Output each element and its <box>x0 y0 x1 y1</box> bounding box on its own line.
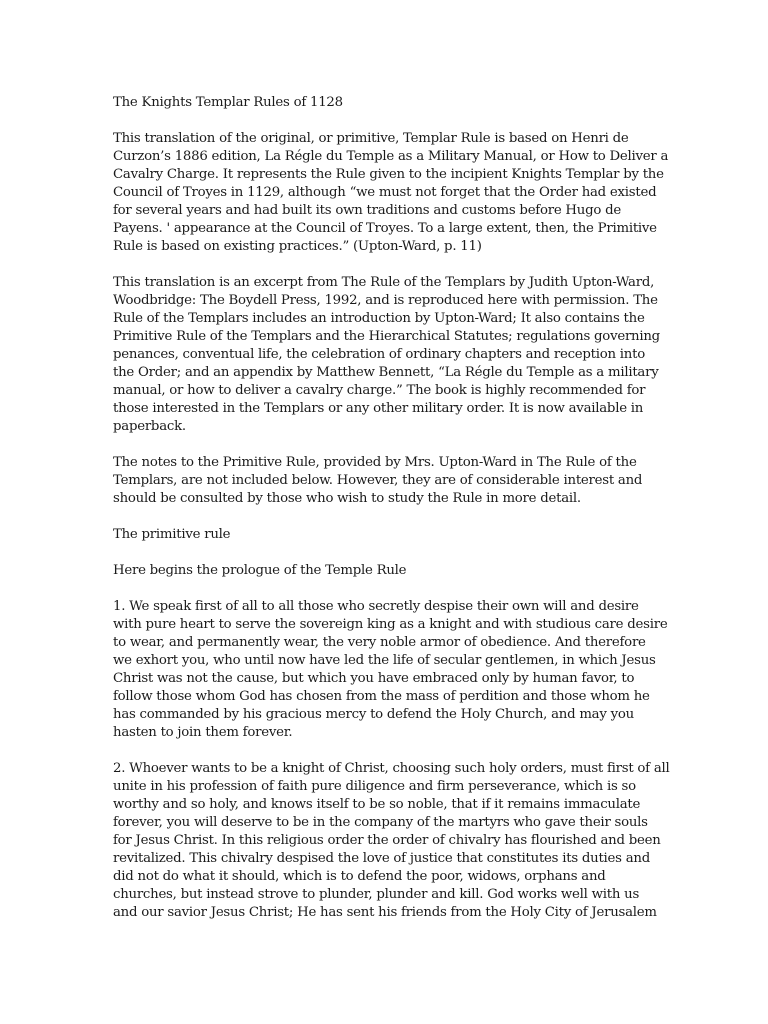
text-line: Christ was not the cause, but which you have embraced only by human favor, to <box>113 671 635 686</box>
section-heading <box>113 526 658 544</box>
text-line: Cavalry Charge. It represents the Rule given to the incipient Knights Templar by the <box>113 167 664 182</box>
document-title <box>113 94 658 112</box>
text-line: Primitive Rule of the Templars and the Hierarchical Statutes; regulations governing <box>113 329 660 344</box>
text-line: for Jesus Christ. In this religious order the order of chivalry has flourished and been <box>113 833 661 848</box>
text-line: we exhort you, who until now have led the life of secular gentlemen, in which Jesus <box>113 653 656 668</box>
text-line: Templars, are not included below. However, they are of considerable interest and <box>113 473 643 488</box>
document-page <box>113 94 670 940</box>
text-line: This translation of the original, or primitive, Templar Rule is based on Henri de <box>113 131 629 146</box>
text-line: with pure heart to serve the sovereign king as a knight and with studious care desire <box>113 617 668 632</box>
text-line: hasten to join them forever. <box>113 725 293 740</box>
title-line: The Knights Templar Rules of 1128 <box>113 95 343 110</box>
text-line: Rule of the Templars includes an introduction by Upton-Ward; It also contains the <box>113 311 645 326</box>
text-line: to wear, and permanently wear, the very noble armor of obedience. And therefore <box>113 635 646 650</box>
text-line: revitalized. This chivalry despised the love of justice that constitutes its duties and <box>113 851 650 866</box>
text-line: manual, or how to deliver a cavalry charge.” The book is highly recommended for <box>113 383 646 398</box>
paragraph-source <box>113 274 658 436</box>
text-line: Rule is based on existing practices.” (Upton-Ward, p. 11) <box>113 239 482 254</box>
text-line: follow those whom God has chosen from the mass of perdition and those whom he <box>113 689 650 704</box>
text-line: forever, you will deserve to be in the company of the martyrs who gave their souls <box>113 815 648 830</box>
text-line: This translation is an excerpt from The Rule of the Templars by Judith Upton-Ward, <box>113 275 655 290</box>
text-line: worthy and so holy, and knows itself to be so noble, that if it remains immaculate <box>113 797 641 812</box>
text-line: should be consulted by those who wish to study the Rule in more detail. <box>113 491 581 506</box>
text-line: those interested in the Templars or any other military order. It is now available in <box>113 401 644 416</box>
text-line: for several years and had built its own traditions and customs before Hugo de <box>113 203 621 218</box>
text-line: Here begins the prologue of the Temple Rule <box>113 563 407 578</box>
text-line: Council of Troyes in 1129, although “we must not forget that the Order had existed <box>113 185 657 200</box>
text-line: The primitive rule <box>113 527 231 542</box>
text-line: the Order; and an appendix by Matthew Bennett, “La Régle du Temple as a military <box>113 365 659 380</box>
text-line: did not do what it should, which is to defend the poor, widows, orphans and <box>113 869 606 884</box>
prologue-heading <box>113 562 658 580</box>
rule-item-1 <box>113 598 668 742</box>
text-line: churches, but instead strove to plunder, plunder and kill. God works well with us <box>113 887 640 902</box>
text-line: Woodbridge: The Boydell Press, 1992, and is reproduced here with permission. The <box>113 293 658 308</box>
text-line: unite in his profession of faith pure diligence and firm perseverance, which is so <box>113 779 636 794</box>
text-line: penances, conventual life, the celebration of ordinary chapters and reception into <box>113 347 645 362</box>
text-line: 1. We speak first of all to all those who secretly despise their own will and desire <box>113 599 639 614</box>
text-line: has commanded by his gracious mercy to defend the Holy Church, and may you <box>113 707 634 722</box>
text-line: 2. Whoever wants to be a knight of Christ, choosing such holy orders, must first of all <box>113 761 670 776</box>
text-line: Payens. ' appearance at the Council of Troyes. To a large extent, then, the Primitive <box>113 221 657 236</box>
text-line: The notes to the Primitive Rule, provided by Mrs. Upton-Ward in The Rule of the <box>113 455 637 470</box>
rule-item-2 <box>113 760 670 922</box>
paragraph-notes <box>113 454 658 508</box>
text-line: and our savior Jesus Christ; He has sent his friends from the Holy City of Jerusalem <box>113 905 657 920</box>
paragraph-intro <box>113 130 669 256</box>
text-line: Curzon’s 1886 edition, La Régle du Temple as a Military Manual, or How to Deliver a <box>113 149 669 164</box>
text-line: paperback. <box>113 419 186 434</box>
